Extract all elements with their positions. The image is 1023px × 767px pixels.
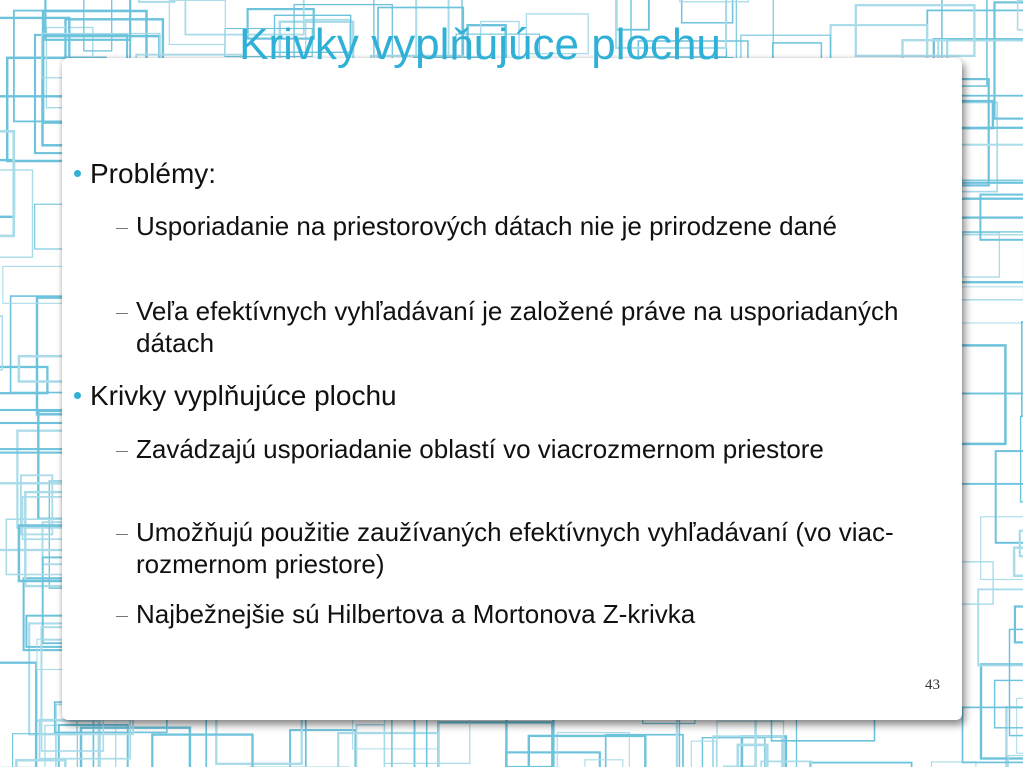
- pattern-square: [0, 316, 2, 370]
- sub-bullet: [136, 295, 926, 359]
- pattern-square: [1015, 607, 1023, 643]
- pattern-square: [0, 663, 36, 767]
- pattern-square: [978, 589, 1023, 665]
- dash-icon: [116, 228, 128, 229]
- dash-icon: [116, 616, 128, 617]
- pattern-square: [357, 725, 385, 767]
- sub-bullet: [136, 210, 926, 242]
- sub-bullet-text: Umožňujú použitie zaužívaných efektívnych vyhľadávaní (vo viac-rozmernom priestore): [136, 517, 894, 579]
- pattern-square: [0, 367, 47, 393]
- sub-bullet-text: Veľa efektívnych vyhľadávaní je založené práve na usporiadaných dátach: [136, 296, 899, 358]
- bullet-dot-icon: [74, 392, 81, 399]
- pattern-square: [392, 713, 427, 767]
- pattern-square: [290, 730, 355, 767]
- sub-bullet-text: Zavádzajú usporiadanie oblastí vo viacrozmernom priestore: [136, 434, 824, 464]
- dash-icon: [116, 313, 128, 314]
- sub-bullet-text: Najbežnejšie sú Hilbertova a Mortonova Z-krivka: [136, 599, 696, 629]
- pattern-square: [958, 287, 1023, 323]
- pattern-square: [338, 733, 439, 767]
- bullet-heading: Problémy:: [90, 158, 217, 189]
- pattern-square: [585, 760, 623, 767]
- pattern-square: [0, 170, 33, 257]
- page-number: 43: [925, 677, 940, 693]
- pattern-square: [996, 451, 1023, 543]
- pattern-square: [1014, 548, 1023, 576]
- bullet-heading: Krivky vyplňujúce plochu: [90, 380, 397, 411]
- pattern-square: [680, 0, 749, 2]
- bullet-problemy: [90, 157, 216, 190]
- slide-title: Krivky vyplňujúce plochu: [239, 20, 721, 69]
- sub-bullet-text: Usporiadanie na priestorových dátach nie je prirodzene dané: [136, 211, 837, 241]
- dash-icon: [116, 534, 128, 535]
- pattern-square: [557, 733, 629, 767]
- pattern-square: [1008, 756, 1023, 767]
- pattern-square: [438, 722, 552, 767]
- pattern-square: [995, 2, 1023, 118]
- pattern-square: [1018, 0, 1023, 30]
- pattern-square: [810, 763, 911, 767]
- dash-icon: [116, 451, 128, 452]
- pattern-square: [955, 183, 1023, 218]
- bullet-dot-icon: [74, 170, 81, 177]
- pattern-square: [152, 735, 252, 767]
- sub-bullet: [136, 516, 926, 580]
- sub-bullet: [136, 433, 926, 465]
- pattern-square: [0, 160, 14, 217]
- bullet-krivky: [90, 379, 397, 412]
- sub-bullet: [136, 598, 926, 630]
